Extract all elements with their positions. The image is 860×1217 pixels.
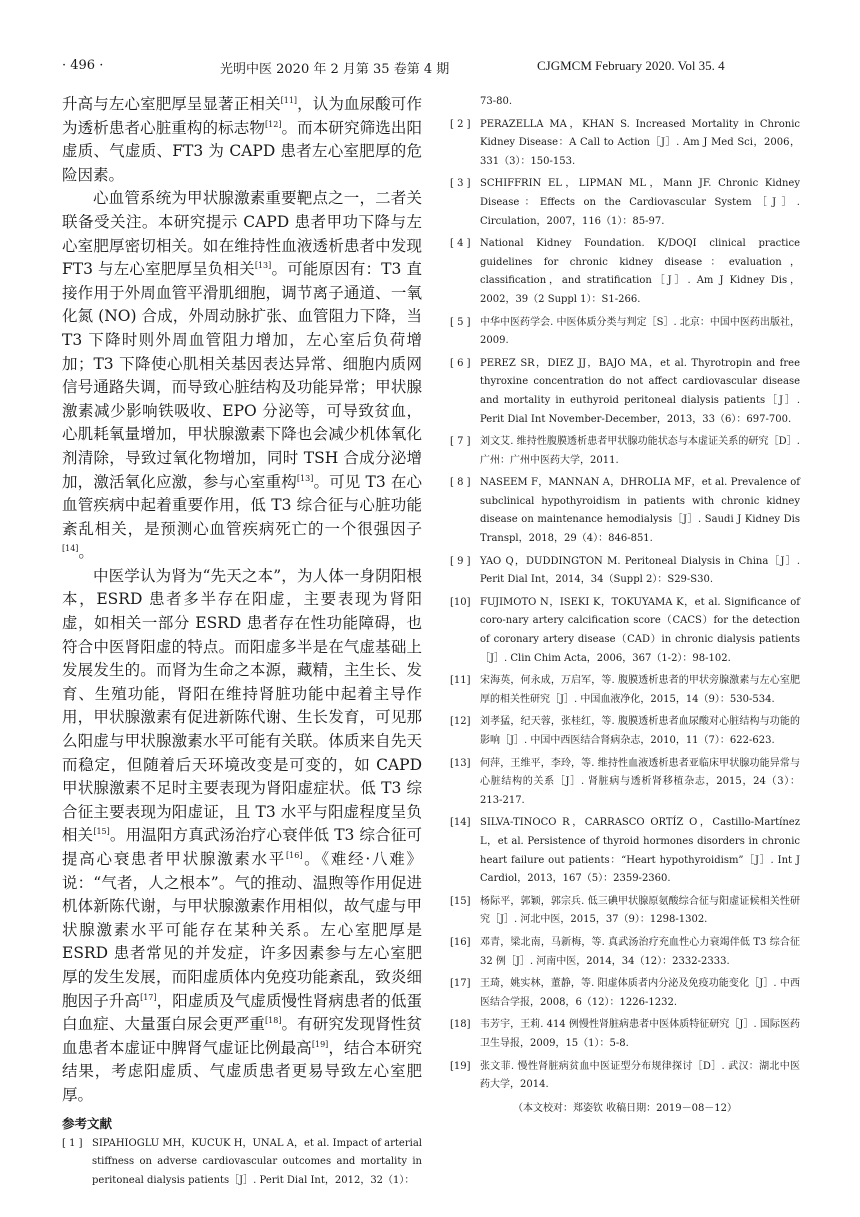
reference-item: [ 7 ] 刘文艾. 维持性腹膜透析患者甲状腺功能状态与本虚证关系的研究［D］. 广州：广州中医药大学，2011. [450,436,800,466]
reference-item: [14] SILVA-TINOCO R，CARRASCO ORTÍZ O，Castillo-Martínez L，et al. Persistence of thyroid hormones disorders in chronic heart failure out patients：“Heart hypothyroidism”［J］. Int J Cardiol，2013，167（5）：2359-2360. [450,817,800,885]
citation: [18] [265,1016,282,1025]
citation: [19] [311,1039,329,1049]
running-header [62,58,802,80]
reference-item: [19] 张文菲. 慢性肾脏病贫血中医证型分布规律探讨［D］. 武汉：湖北中医药大学，2014. [450,1060,800,1091]
citation: [12] [265,119,282,129]
reference-item: [16] 邓青，梁北南，马新梅，等. 真武汤治疗充血性心力衰竭伴低 T3 综合征 32 例［J］. 河南中医，2014，34（12）：2332-2333. [450,936,800,967]
citation: [13] [254,261,272,270]
journal-title-cn: 光明中医 2020 年 2 月第 35 卷第 4 期 [220,62,450,77]
citation: [11] [280,95,298,105]
reference-item: [13] 何萍，王维平，李玲，等. 维持性血液透析患者亚临床甲状腺功能异常与心脏结构的关系［J］. 肾脏病与透析肾移植杂志，2015，24（3）：213-217. [450,757,800,806]
reference-item: 73-80. [480,96,513,107]
reference-item: [12] 刘孝猛，纪天蓉，张桂红，等. 腹膜透析患者血尿酸对心脏结构与功能的影响［J］. 中国中西医结合肾病杂志，2010，11（7）：622-623. [450,716,800,746]
paragraph-3: 中医学认为肾为“先天之本”，为人体一身阴阳根本，ESRD 患者多半存在阳虚，主要表现为肾阳虚，如相关一部分 ESRD 患者存在性功能障碍，也符合中医肾阳虚的特点。而阳虚多半是在气虚基础上发展发生的。而肾为生命之本源，藏精，主生长、发育、生殖功能，肾阳在维持肾脏功能中起着主导作用，甲状腺激素有促进新陈代谢、生长发育，可见那么阳虚与甲状腺激素水平可能有关联。体质来自先天而稳定，但随着后天环境改变是可变的，如 CAPD 甲状腺激素不足时主要表现为肾阳虚症状。低 T3 综合征主要表现为阳虚证，且 T3 水平与阳虚程度呈负相关[15]。用温阳方真武汤治疗心衰伴低 T3 综合征可提高心衰患者甲状腺激素水平[16]。《难经·八难》说：“气者，人之根本”。气的推动、温煦等作用促进机体新陈代谢，与甲状腺激素作用相似，故气虚与甲状腺激素水平可能存在某种关系。左心室肥厚是 ESRD 患者常见的并发症，许多因素参与左心室肥厚的发生发展，而阳虚质体内免疫功能紊乱，致炎细胞因子升高[17]，阳虚质及气虚质慢性肾病患者的低蛋白血症、大量蛋白尿会更严重[18]。有研究发现肾性贫血患者本虚证中脾肾气虚证比例最高[19]，结合本研究结果，考虑阳虚质、气虚质患者更易导致左心室肥厚。 [62,566,422,1104]
reference-item: [11] 宋海英，何永成，万启军，等. 腹膜透析患者的甲状旁腺激素与左心室肥厚的相关性研究［J］. 中国血液净化，2015，14（9）：530-534. [450,675,800,705]
reference-item: [ 9 ] YAO Q，DUDDINGTON M. Peritoneal Dialysis in China［J］. Perit Dial Int，2014，34（Suppl 2）：S29-S30. [450,555,800,586]
reference-item: [ 3 ] SCHIFFRIN EL，LIPMAN ML，Mann JF. Chronic Kidney Disease：Effects on the Cardiovascular System［J］. Circulation，2007，116（1）：85-97. [450,178,800,227]
citation: [16] [286,850,303,860]
citation: [15] [93,827,110,837]
reference-item: [ 6 ] PEREZ SR，DIEZ JJ，BAJO MA，et al. Thyrotropin and free thyroxine concentration do not affect cardiovascular disease and mortality in euthyroid peritoneal dialysis patients［J］. Perit Dial Int November-December，2013，33（6）：697-700. [450,357,800,425]
citation: [14] [62,544,79,554]
citation: [13] [296,473,314,483]
page-number: · 496 · [62,58,104,73]
reference-item: [18] 韦芳宇，王莉. 414 例慢性肾脏病患者中医体质特征研究［J］. 国际医药卫生导报，2009，15（1）：5-8. [450,1019,800,1049]
journal-title-en: CJGMCM February 2020. Vol 35. 4 [537,58,725,73]
paragraph-2: 心血管系统为甲状腺激素重要靶点之一，二者关联备受关注。本研究提示 CAPD 患者甲功下降与左心室肥厚密切相关。如在维持性血液透析患者中发现 FT3 与左心室肥厚呈负相关[13]。可能原因有：T3 直接作用于外周血管平滑肌细胞，调节离子通道、一氧化氮 (NO) 合成，外周动脉扩张、血管阻力下降，当 T3 下降时则外周血管阻力增加，左心室后负荷增加；T3 下降使心肌相关基因表达异常、细胞内质网信号通路失调，而导致心脏结构及功能异常；甲状腺激素减少影响铁吸收、EPO 分泌等，可导致贫血，心肌耗氧量增加，甲状腺激素下降也会减少机体氧化剂清除，导致过氧化物增加，同时 TSH 合成分泌增加，激活氧化应激，参与心室重构[13]。可见 T3 在心血管疾病中起着重要作用，低 T3 综合征与心脏功能紊乱相关，是预测心血管疾病死亡的一个很强因子[14]。 [62,189,422,562]
reference-item: [ 1 ] SIPAHIOGLU MH，KUCUK H，UNAL A，et al. Impact of arterial stiffness on adverse cardiovascular outcomes and mortality in peritoneal dialysis patients［J］. Perit Dial Int，2012，32（1）： [62,1137,422,1186]
reference-item: [ 8 ] NASEEM F，MANNAN A，DHROLIA MF，et al. Prevalence of subclinical hypothyroidism in patients with chronic kidney disease on maintenance hemodialysis［J］. Saudi J Kidney Dis Transpl，2018，29（4）：846-851. [450,477,800,545]
reference-item: [17] 王琦，姚实林，董静，等. 阳虚体质者内分泌及免疫功能变化［J］. 中西医结合学报，2008，6（12）：1226-1232. [450,978,800,1008]
right-column [450,93,800,1114]
proofreading-note: （本文校对：郑姿钦 收稿日期：2019－08－12） [512,1102,738,1114]
references-heading: 参考文献 [62,1115,113,1131]
reference-item: [ 2 ] PERAZELLA MA，KHAN S. Increased Mortality in Chronic Kidney Disease：A Call to Action［J］. Am J Med Sci，2006，331（3）：150-153. [450,118,800,167]
citation: [17] [140,992,157,1002]
reference-item: [15] 杨际平，郭颖，郭宗兵. 低三碘甲状腺原氨酸综合征与阳虚证候相关性研究［J］. 河北中医，2015，37（9）：1298-1302. [450,895,800,926]
paragraph-1: 升高与左心室肥厚呈显著正相关[11]，认为血尿酸可作为透析患者心脏重构的标志物[12]。而本研究筛选出阳虚质、气虚质、FT3 为 CAPD 患者左心室肥厚的危险因素。 [62,95,422,184]
left-column [62,93,422,1194]
reference-item: [ 4 ] National Kidney Foundation. K/DOQI clinical practice guidelines for chronic kidney disease：evaluation，classification，and stratification［J］. Am J Kidney Dis，2002，39（2 Suppl 1）：S1-266. [450,238,800,305]
reference-item: [10] FUJIMOTO N，ISEKI K，TOKUYAMA K，et al. Significance of coro-nary artery calcification score（CACS）for the detection of coronary artery disease（CAD）in chronic dialysis patients［J］. Clin Chim Acta，2006，367（1-2）：98-102. [450,596,800,664]
reference-item: [ 5 ] 中华中医药学会. 中医体质分类与判定［S］. 北京：中国中医药出版社，2009. [450,316,800,347]
